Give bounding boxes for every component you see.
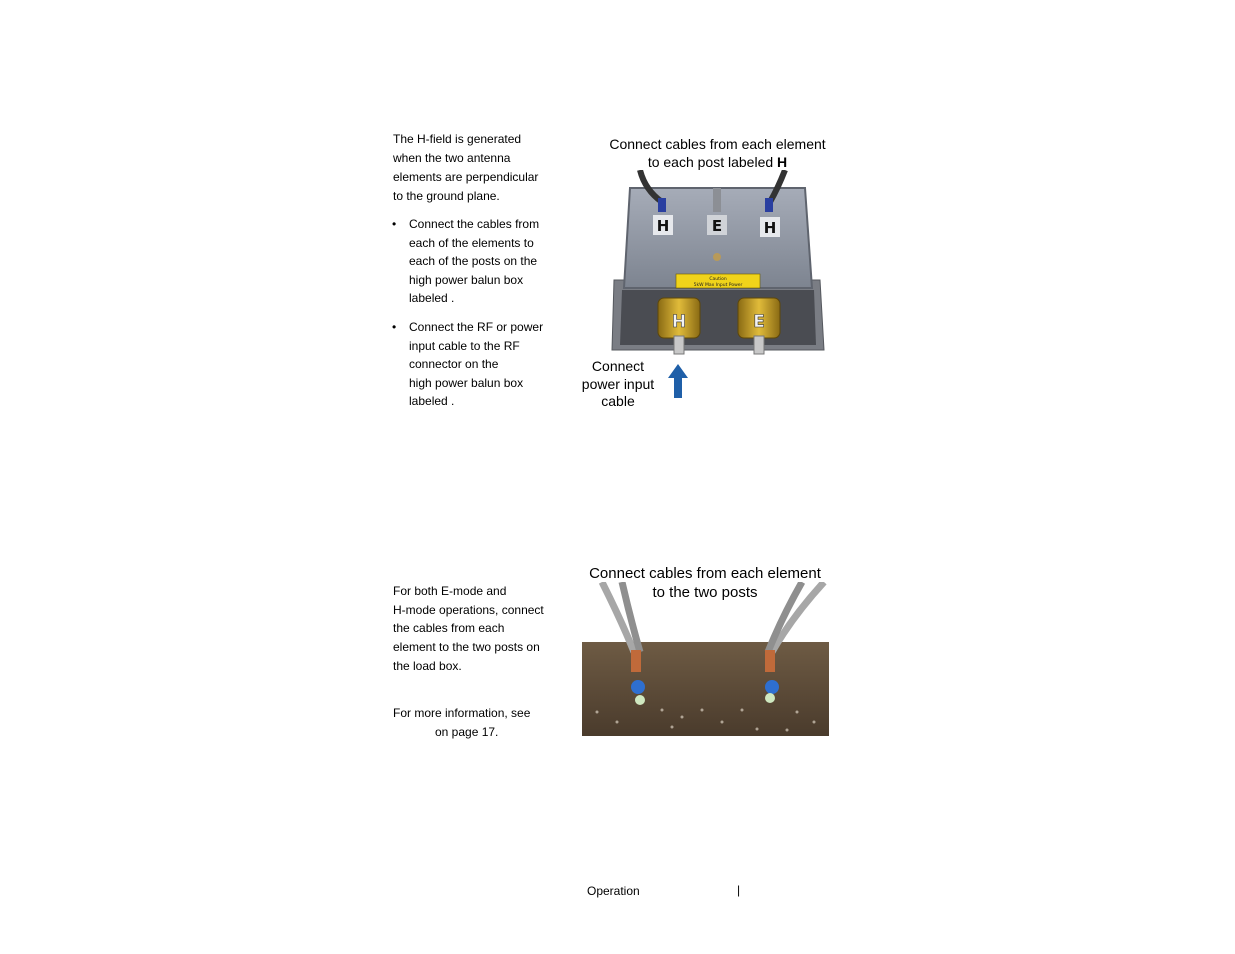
bullet-dot: • (392, 320, 397, 334)
arrow-up-icon (667, 364, 689, 398)
balun-figure-caption: Connect cables from each element to each post labeled H (609, 136, 826, 170)
connector-label-e: E (753, 312, 765, 332)
h-field-intro: The H-field is generated when the two antenna elements are perpendicular to the ground plane. (393, 132, 539, 203)
footer-separator: | (737, 883, 741, 897)
post-label-e: E (711, 217, 723, 235)
caution-sticker-text: 5kW Max Input Power (693, 283, 743, 288)
power-input-caption: Connect power input cable (581, 358, 655, 409)
bullet-connect-cables: • Connect the cables from each of the elements to each of the posts on the high power balun box labeled . (392, 217, 540, 306)
bullet-dot: • (392, 217, 397, 231)
load-box-figure-caption: Connect cables from each element to the two posts (589, 565, 821, 601)
caution-sticker-title: Caution (709, 277, 727, 282)
footer-section-name: Operation (587, 884, 640, 898)
load-box-paragraph: For both E-mode and H-mode operations, connect the cables from each element to the two posts on the load box. (393, 584, 544, 673)
post-label-h-left: H (656, 217, 670, 235)
connector-label-h: H (671, 312, 687, 332)
bullet-connect-rf: • Connect the RF or power input cable to the RF connector on the high power balun box labeled . (392, 320, 544, 409)
load-box-photo (582, 582, 829, 736)
balun-box-photo (600, 170, 830, 360)
post-label-h-right: H (763, 219, 777, 237)
more-info-paragraph: For more information, see on page 17. (393, 706, 531, 739)
